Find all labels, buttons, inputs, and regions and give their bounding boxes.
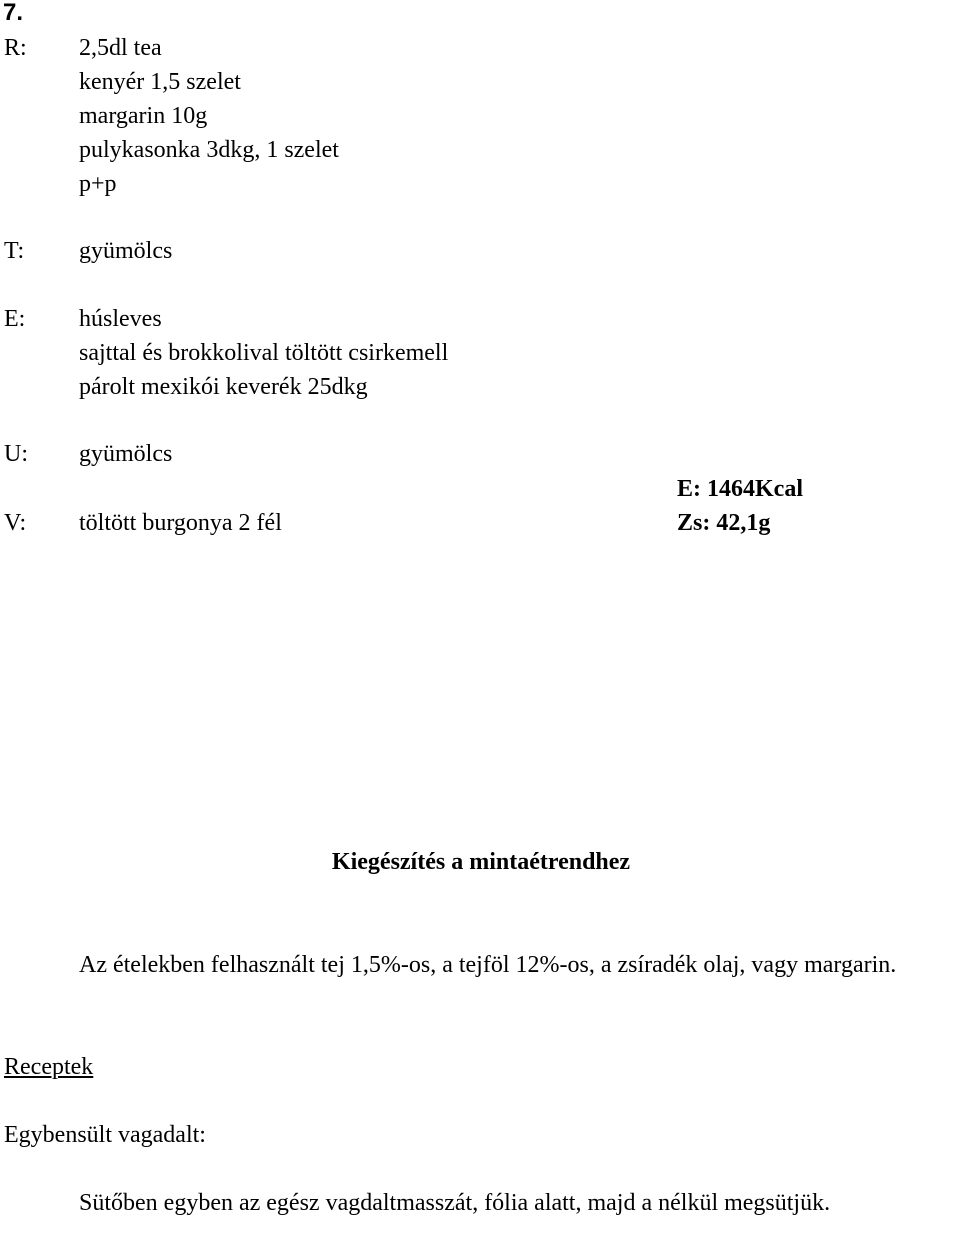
meal-item: gyümölcs xyxy=(79,238,173,264)
meal-item: gyümölcs xyxy=(79,441,173,467)
supplement-text: Az ételekben felhasznált tej 1,5%-os, a tejföl 12%-os, a zsíradék olaj, vagy margarin. xyxy=(79,952,897,978)
meal-item: 2,5dl tea xyxy=(79,35,162,61)
meal-label-afternoon: U: xyxy=(4,441,28,467)
meal-item: töltött burgonya 2 fél xyxy=(79,510,282,536)
meal-item: pulykasonka 3dkg, 1 szelet xyxy=(79,137,339,163)
day-number: 7. xyxy=(3,0,24,26)
meal-label-lunch: E: xyxy=(4,306,26,332)
recipe-title: Egybensült vagadalt: xyxy=(4,1122,206,1148)
meal-item: párolt mexikói keverék 25dkg xyxy=(79,374,368,400)
meal-item: kenyér 1,5 szelet xyxy=(79,69,241,95)
meal-item: húsleves xyxy=(79,306,162,332)
meal-label-breakfast: R: xyxy=(4,35,27,61)
meal-label-dinner: V: xyxy=(4,510,27,536)
fat-total: Zs: 42,1g xyxy=(677,510,771,536)
supplement-title: Kiegészítés a mintaétrendhez xyxy=(331,849,631,875)
recipe-text: Sütőben egyben az egész vagdaltmasszát, fólia alatt, majd a nélkül megsütjük. xyxy=(79,1190,831,1216)
meal-item: sajttal és brokkolival töltött csirkemell xyxy=(79,340,449,366)
recipes-heading: Receptek xyxy=(4,1054,94,1080)
meal-label-snack: T: xyxy=(4,238,25,264)
meal-item: p+p xyxy=(79,171,117,197)
energy-total: E: 1464Kcal xyxy=(677,476,803,502)
meal-item: margarin 10g xyxy=(79,103,208,129)
